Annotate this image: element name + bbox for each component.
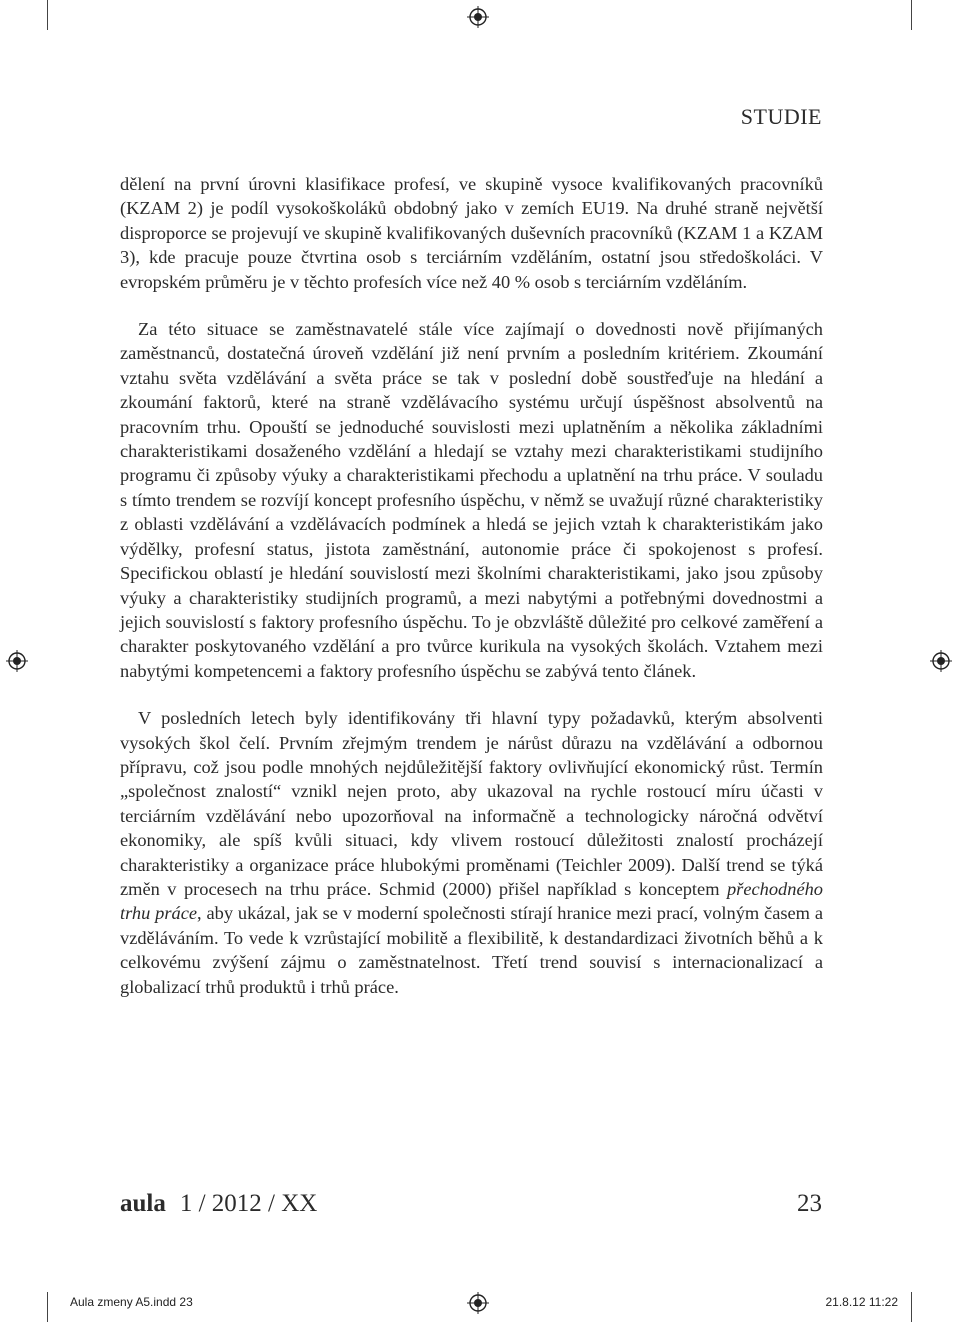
paragraph [120, 706, 823, 999]
page-number: 23 [797, 1190, 822, 1217]
registration-mark-icon [467, 6, 489, 28]
registration-mark-icon [467, 1292, 489, 1314]
crop-mark [911, 0, 912, 30]
registration-mark-icon [930, 650, 952, 672]
paragraph-text: , aby ukázal, jak se v moderní společnosti stírají hranice mezi prací, volným časem a vzděláváním. To vede k vzrůstající mobilitě a flexibilitě, k destandardizaci životních běhů a k celkovému zvýšení zájmu o zaměstnatelnost. Třetí trend souvisí s internacionalizací a globalizací trhů produktů i trhů práce. [120, 903, 823, 997]
slug-timestamp: 21.8.12 11:22 [825, 1295, 898, 1309]
registration-mark-icon [6, 650, 28, 672]
article-body [120, 172, 823, 999]
crop-mark [911, 1292, 912, 1322]
paragraph-text: V posledních letech byly identifikovány tři hlavní typy požadavků, kterým absolventi vysokých škol čelí. Prvním zřejmým trendem je nárůst důrazu na vzdělávání a odbornou přípravu, což jsou podle mnohých nejdůležitější faktory ovlivňující ekonomický růst. Termín „společnost znalostí“ vznikl nejen proto, aby ukazoval na rychle rostoucí míru účasti v terciárním vzdělávání nebo upozorňoval na informačně a technologicky náročná odvětví ekonomiky, ale spíš kvůli situaci, kdy vlivem rostoucí důležitosti znalostí procházejí charakteristiky a organizace práce hlubokými proměnami (Teichler 2009). Další trend se týká změn v procesech na trhu práce. Schmid (2000) přišel například s konceptem [120, 708, 823, 899]
journal-name: aula [120, 1190, 166, 1217]
emphasized-term: přechodného trhu práce [120, 878, 823, 924]
crop-mark [47, 1292, 48, 1322]
paragraph: dělení na první úrovni klasifikace profesí, ve skupině vysoce kvalifikovaných pracovníků (KZAM 2) je podíl vysokoškoláků obdobný jako v zemích EU19. Na druhé straně největší disproporce se projevují ve skupině kvalifikovaných duševních pracovníků (KZAM 1 a KZAM 3), kde pracuje pouze čtvrtina osob s terciárním vzděláním, ostatní jsou středoškoláci. V evropském průměru je v těchto profesích více než 40 % osob s terciárním vzděláním. [120, 174, 823, 292]
paragraph: Za této situace se zaměstnavatelé stále více zajímají o dovednosti nově přijímaných zaměstnanců, dostatečná úroveň vzdělání již není prvním a posledním kritériem. Zkoumání vztahu světa vzdělávání a světa práce se tak v poslední době soustřeďuje na hledání a zkoumání faktorů, které na straně vzdělávacího systému určují úspěšnost absolventů na pracovním trhu. Opouští se jednoduché souvislosti mezi uplatněním a několika základními charakteristikami dosaženého vzdělání a hledají se vztahy mezi charakteristikami studijního programu či způsoby výuky a charakteristikami přechodu a uplatnění na trhu práce. V souladu s tímto trendem se rozvíjí koncept profesního úspěchu, v němž se uvažují různé charakteristiky z oblasti vzdělávání a vzdělávacích podmínek a hledá se jejich vztah k charakteristikám jako výdělky, profesní status, jistota zaměstnání, autonomie práce či spokojenost s profesí. Specifickou oblastí je hledání souvislostí mezi školními charakteristikami, jako jsou způsoby výuky a charakteristiky studijních programů, a mezi nabytými a potřebnými dovednostmi a jejich souvislostí s faktory profesního úspěchu. To je obzvláště důležité pro celkové zaměření a charakter poskytovaného vzdělání a pro tvůrce kurikula na vysokých školách. Vztahem mezi nabytými kompetencemi a faktory profesního úspěchu se zabývá tento článek. [120, 319, 823, 681]
slug-filename: Aula zmeny A5.indd 23 [70, 1295, 193, 1309]
journal-footer [120, 1190, 317, 1218]
journal-issue: 1 / 2012 / XX [179, 1190, 318, 1217]
crop-mark [47, 0, 48, 30]
section-header: STUDIE [740, 104, 822, 129]
